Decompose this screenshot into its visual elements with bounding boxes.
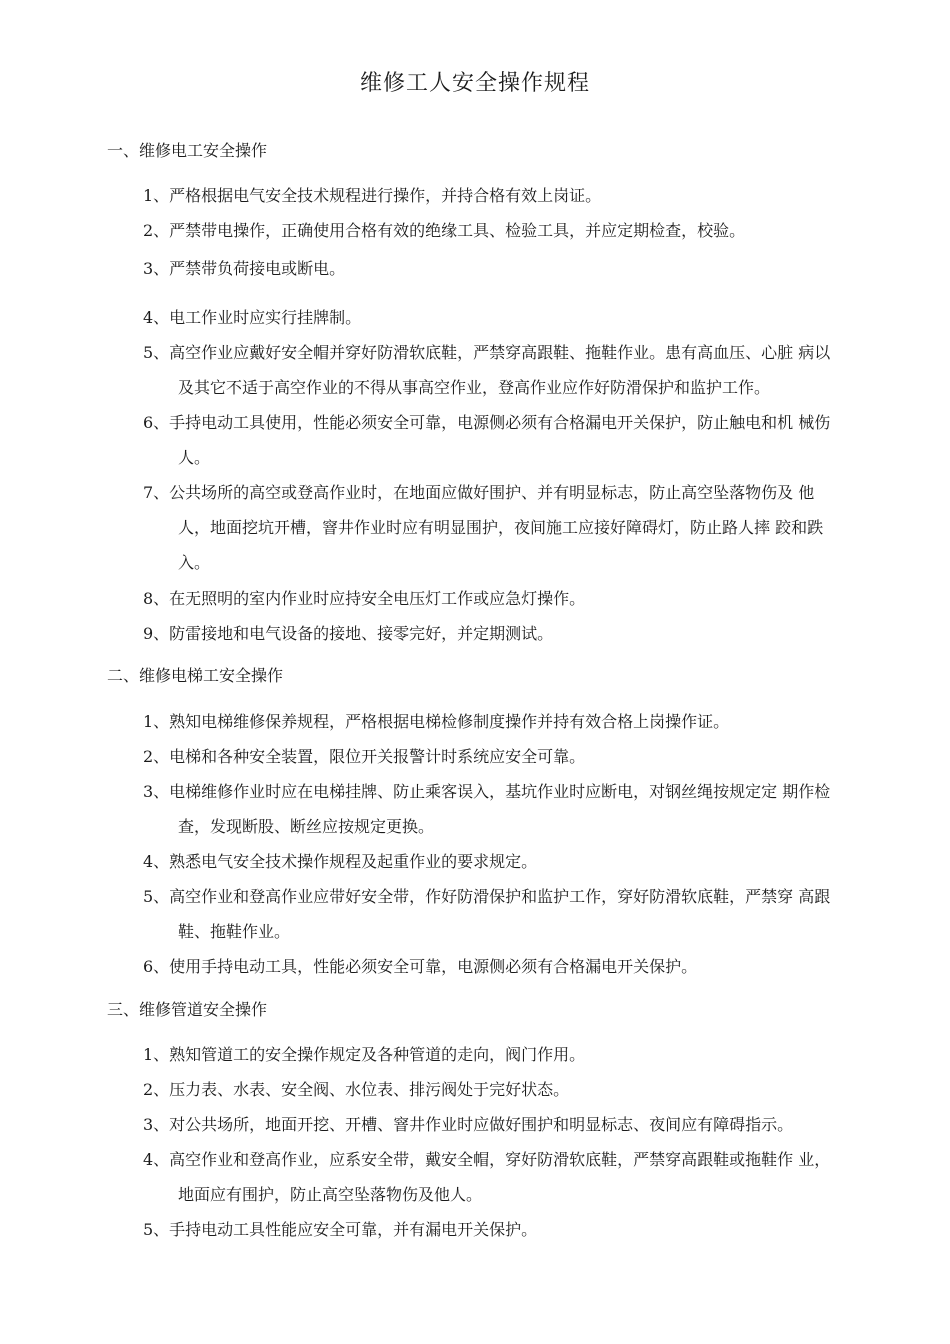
list-item: 4、电工作业时应实行挂牌制。 (143, 308, 362, 327)
list-item: 5、高空作业应戴好安全帽并穿好防滑软底鞋，严禁穿高跟鞋、拖鞋作业。患有高血压、心脏 病以 及其它不适于高空作业的不得从事高空作业，登高作业应作好防滑保护和监护工作。 (143, 343, 831, 397)
list-item: 3、严禁带负荷接电或断电。 (143, 259, 346, 278)
list-item: 5、高空作业和登高作业应带好安全带，作好防滑保护和监护工作，穿好防滑软底鞋，严禁穿 高跟 鞋、拖鞋作业。 (143, 887, 831, 941)
list-item: 1、熟知管道工的安全操作规定及各种管道的走向，阀门作用。 (143, 1045, 586, 1064)
list-item: 6、使用手持电动工具，性能必须安全可靠，电源侧必须有合格漏电开关保护。 (143, 957, 698, 976)
document-title: 维修工人安全操作规程 (359, 71, 590, 96)
section-heading: 三、维修管道安全操作 (107, 1000, 268, 1019)
list-item: 2、电梯和各种安全装置，限位开关报警计时系统应安全可靠。 (143, 747, 586, 766)
list-item: 4、高空作业和登高作业，应系安全带，戴安全帽，穿好防滑软底鞋，严禁穿高跟鞋或拖鞋作 业， 地面应有围护，防止高空坠落物伤及他人。 (143, 1150, 831, 1204)
list-item: 1、熟知电梯维修保养规程，严格根据电梯检修制度操作并持有效合格上岗操作证。 (143, 712, 730, 731)
list-item: 6、手持电动工具使用，性能必须安全可靠，电源侧必须有合格漏电开关保护，防止触电和机 械伤 人。 (143, 413, 831, 467)
list-item: 5、手持电动工具性能应安全可靠，并有漏电开关保护。 (143, 1220, 538, 1239)
list-item: 8、在无照明的室内作业时应持安全电压灯工作或应急灯操作。 (143, 589, 586, 608)
list-item: 3、对公共场所，地面开挖、开槽、窨井作业时应做好围护和明显标志、夜间应有障碍指示。 (143, 1115, 794, 1134)
list-item: 2、压力表、水表、安全阀、水位表、排污阀处于完好状态。 (143, 1080, 570, 1099)
list-item: 1、严格根据电气安全技术规程进行操作，并持合格有效上岗证。 (143, 186, 602, 205)
list-item: 2、严禁带电操作，正确使用合格有效的绝缘工具、检验工具，并应定期检查，校验。 (143, 221, 746, 240)
section-heading: 二、维修电梯工安全操作 (107, 666, 284, 685)
list-item: 7、公共场所的高空或登高作业时，在地面应做好围护、并有明显标志，防止高空坠落物伤及 他 人，地面挖坑开槽，窨井作业时应有明显围护，夜间施工应接好障碍灯，防止路人摔 跤和跌 入。 (143, 483, 824, 572)
section-heading: 一、维修电工安全操作 (107, 141, 268, 160)
list-item: 9、防雷接地和电气设备的接地、接零完好，并定期测试。 (143, 624, 554, 643)
list-item: 3、电梯维修作业时应在电梯挂牌、防止乘客误入，基坑作业时应断电，对钢丝绳按规定定 期作检 查，发现断股、断丝应按规定更换。 (143, 782, 831, 836)
list-item: 4、熟悉电气安全技术操作规程及起重作业的要求规定。 (143, 852, 538, 871)
